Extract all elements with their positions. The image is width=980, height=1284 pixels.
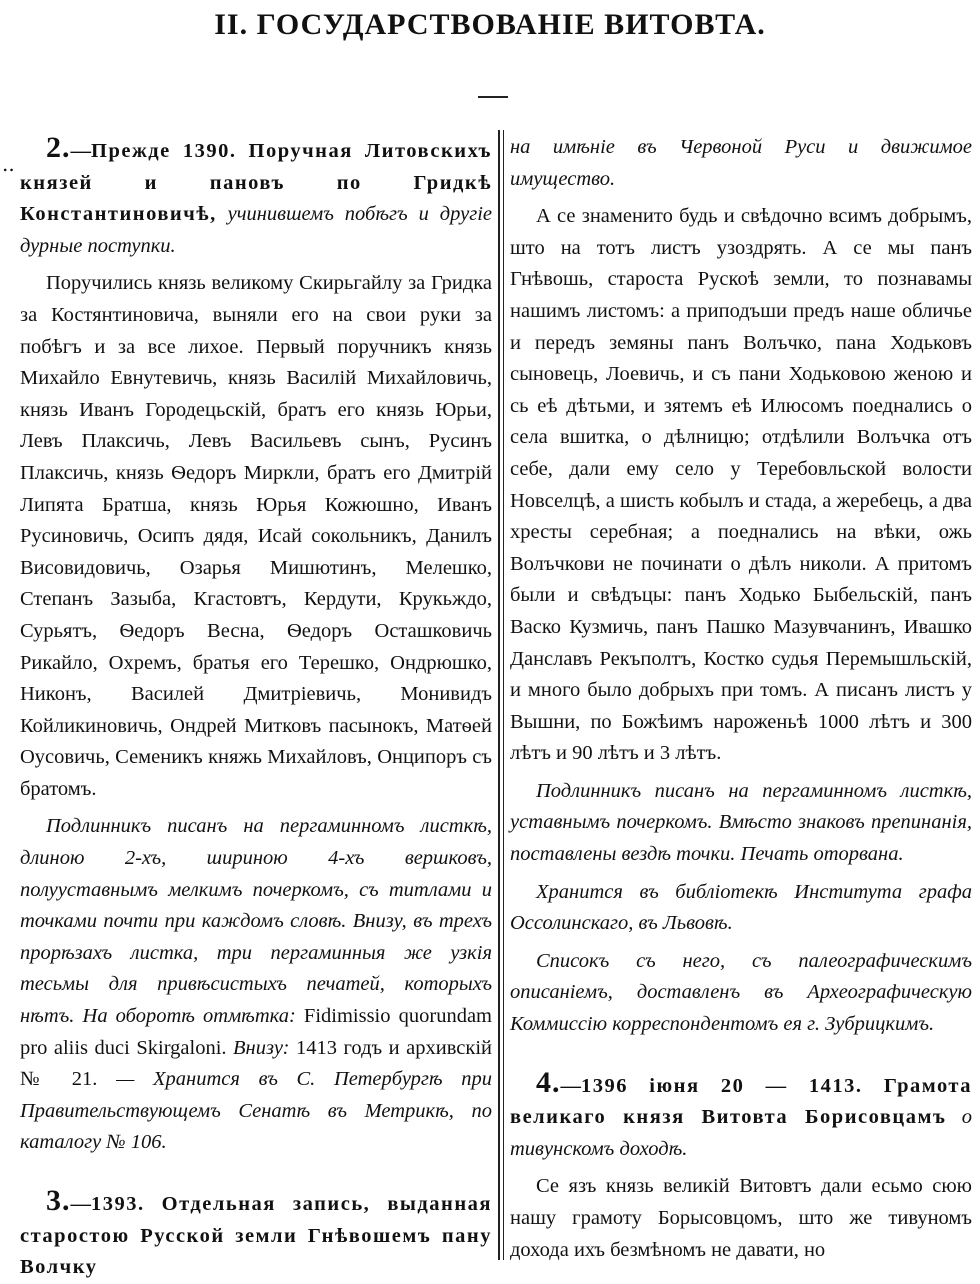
doc2-body: Поручились князь великому Скирьгайлу за Гридка за Костянтиновича, выняли его на свои руки за побѣгъ и за все лихое. Первый поручникъ князь Михайло Евнутевичь, князь Василій Михайловичь, князь Иванъ Городецьскій, братъ его князь Юрьи, Левъ Плаксичь, Левъ Васильевъ сынъ, Русинъ Плаксичь, князь Ѳедоръ Миркли, братъ его Дмитрій Липята Братша, князь Юрья Кожюшно, Иванъ Русиновичь, Осипъ дядя, Исай сокольникъ, Данилъ Висовидовичь, Озарья Мишютинъ, Мелешко, Степанъ Зазыба, Кгастовтъ, Кердути, Крукьждо, Сурьятъ, Ѳедоръ Весна, Ѳедоръ Осташковичь Рикайло, Охремъ, братья его Терешко, Ондрюшко, Никонъ, Василей Дмитріевичь, Монивидъ Койликиновичь, Ондрей Митковъ пасынокъ, Матѳей Оусовичь, Семеникъ княжь Михайловъ, Онципоръ съ братомъ.: [20, 272, 492, 800]
margin-mark: ..: [2, 152, 15, 176]
doc2-date: Прежде 1390.: [91, 140, 249, 162]
doc3-heading: [20, 1185, 492, 1284]
doc2-dash: —: [70, 140, 91, 162]
doc2-heading: [20, 132, 492, 262]
doc2-note: [20, 811, 492, 1159]
doc3-note-1: Подлинникъ писанъ на пергаминномъ листкѣ, уставнымъ почеркомъ. Вмѣсто знаковъ препинанія, поставлены вездѣ точки. Печать оторвана.: [510, 779, 972, 866]
doc4-number: 4.: [536, 1065, 561, 1099]
doc3-note-3: Списокъ съ него, съ палеографическимъ описаніемъ, доставленъ въ Археографическую Коммиссію корреспондентомъ ея г. Зубрицкимъ.: [510, 949, 972, 1036]
doc2-note-latin: Fidimissio quorundam pro aliis duci Skirgaloni.: [20, 1005, 492, 1059]
right-column: [510, 132, 972, 1266]
doc3-note-2: Хранится въ библіотекѣ Института графа Оссолинскаго, въ Львовѣ.: [510, 880, 972, 935]
doc4-body: Се язъ князь великій Витовтъ дали есьмо сюю нашу грамоту Борысовцомъ, што же тивуномъ дохода ихъ безмѣномъ не давати, но: [510, 1175, 972, 1261]
doc2-heading-caps: Поручная Литовскихъ князей и пановъ по Гридкѣ Константиновичѣ,: [20, 140, 492, 226]
doc3-date: 1393.: [91, 1193, 162, 1215]
column-divider-thin: [503, 130, 504, 1260]
doc2-number: 2.: [46, 131, 71, 164]
doc3-number: 3.: [46, 1184, 71, 1217]
doc4-heading-italic: о тивунскомъ доходѣ.: [510, 1106, 972, 1160]
left-column: [20, 132, 492, 1284]
doc2-note-b: Внизу:: [226, 1036, 297, 1059]
doc4-dash: —: [560, 1074, 581, 1097]
doc3-heading-caps: Отдельная запись, выданная старостою Русской земли Гнѣвошемъ пану Волчку: [20, 1193, 492, 1279]
doc3-heading-continued: на имѣніе въ Червоной Руси и движимое имущество.: [510, 136, 972, 190]
doc3-dash: —: [70, 1193, 91, 1215]
doc3-body: А се знаменито будь и свѣдочно всимъ добрымъ, што на тотъ листъ узоздрять. А се мы панъ Гнѣвошь, староста Рускоѣ земли, то познавамы нашимъ листомъ: а приподъши предъ наше обличье и передъ земяны панъ Волъчко, пана Ходьковъ сыновець, Лоевичь, и съ пани Ходьковою женою и сь еѣ дѣтьми, и зятемъ еѣ Илюсомъ поеднались о села вшитка, о дѣлницю; отдѣлили Волъчка отъ себе, дали ему село у Теребовльской волости Новселцѣ, а шисть кобылъ и стада, а жеребець, а два хресты серебная; а поеднались на вѣки, ожь Волъчкови не починати о дѣлъ николи. А притомъ были и свѣдъцы: панъ Ходько Быбельскій, панъ Васко Кузмичь, панъ Пашко Мазувчанинъ, Ивашко Данславъ Рекъполтъ, Костко судья Перемышльскій, и много было добрыхъ при томъ. А писанъ листъ у Вышни, по Божѣимъ нароженьѣ 1000 лѣтъ и 300 лѣтъ и 90 лѣтъ и 3 лѣтъ.: [510, 205, 972, 765]
doc2-note-year: 1413 годъ и архивскій № 21.: [20, 1036, 492, 1091]
doc4-date: 1396 іюня 20 — 1413.: [581, 1074, 884, 1097]
title-rule: [478, 96, 508, 98]
doc2-note-c: — Хранится въ С. Петербургѣ при Правительствующемъ Сенатѣ въ Метрикѣ, по каталогу № 106.: [20, 1068, 492, 1154]
page-title: II. ГОСУДАРСТВОВАНІЕ ВИТОВТА.: [214, 8, 766, 41]
doc4-heading: [510, 1067, 972, 1166]
doc4-heading-caps: Грамота великаго князя Витовта Борисовцамъ: [510, 1074, 972, 1129]
doc2-note-a: Подлинникъ писанъ на пергаминномъ листкѣ, длиною 2-хъ, шириною 4-хъ вершковъ, полууставнымъ мелкимъ почеркомъ, съ титлами и точками почти при каждомъ словѣ. Внизу, въ трехъ прорѣзахъ листка, три пергаминныя же узкія тесьмы для привѣсистыхъ печатей, которыхъ нѣтъ. На оборотѣ отмѣтка:: [20, 815, 492, 1028]
doc2-heading-italic: учинившемъ побѣгъ и другіе дурные поступки.: [20, 203, 492, 257]
column-divider: [498, 130, 500, 1260]
